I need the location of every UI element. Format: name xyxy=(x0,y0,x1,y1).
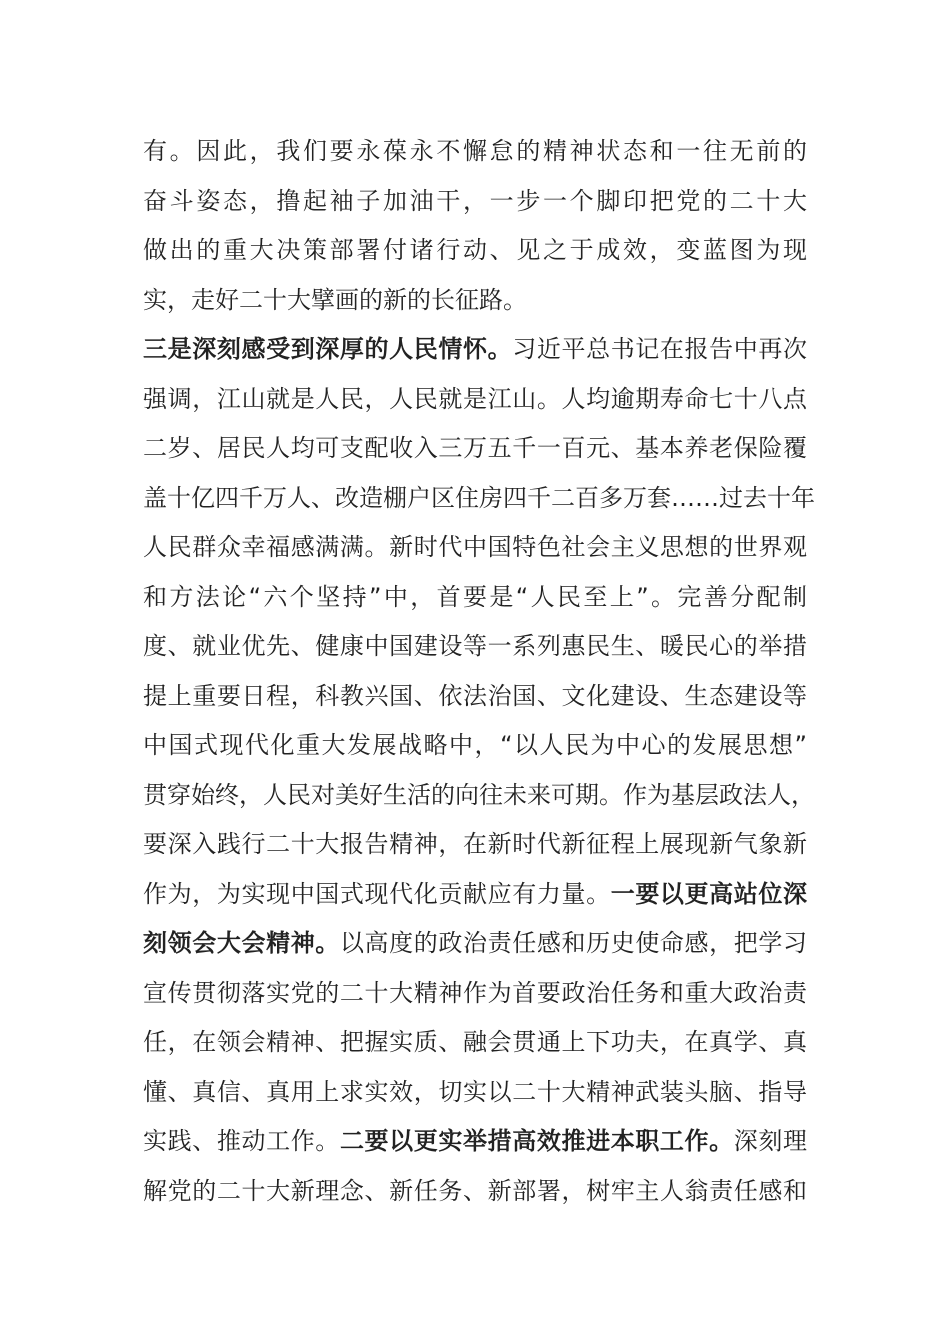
text-run: 实践、推动工作。 xyxy=(143,1127,340,1155)
text-run: 盖十亿四千万人、改造棚户区住房四千二百多万套……过去十年 xyxy=(143,484,815,512)
text-run: 任，在领会精神、把握实质、融会贯通上下功夫，在真学、真 xyxy=(143,1028,807,1056)
text-line xyxy=(143,382,807,416)
text-run: 要深入践行二十大报告精神，在新时代新征程上展现新气象新 xyxy=(143,830,807,858)
text-run: 解党的二十大新理念、新任务、新部署，树牢主人翁责任感和 xyxy=(143,1177,807,1205)
text-run: 以高度的政治责任感和历史使命感，把学习 xyxy=(339,929,808,957)
bold-heading: 三是深刻感受到深厚的人民情怀。 xyxy=(143,335,513,363)
text-line xyxy=(143,1174,807,1208)
text-line xyxy=(143,728,807,762)
text-line xyxy=(143,580,807,614)
text-run: 和方法论“六个坚持”中，首要是“人民至上”。完善分配制 xyxy=(143,583,807,611)
text-run: 作为，为实现中国式现代化贡献应有力量。 xyxy=(143,880,611,908)
text-line xyxy=(143,1075,807,1109)
text-line xyxy=(143,827,807,861)
text-line xyxy=(143,926,807,960)
text-line xyxy=(143,679,807,713)
text-run: 实，走好二十大擘画的新的长征路。 xyxy=(143,286,527,314)
text-run: 强调，江山就是人民，人民就是江山。人均逾期寿命七十八点 xyxy=(143,385,807,413)
text-line xyxy=(143,481,815,515)
text-run: 懂、真信、真用上求实效，切实以二十大精神武装头脑、指导 xyxy=(143,1078,807,1106)
text-run: 奋斗姿态，撸起袖子加油干，一步一个脚印把党的二十大 xyxy=(143,187,807,215)
text-line xyxy=(143,1124,807,1158)
text-run: 人民群众幸福感满满。新时代中国特色社会主义思想的世界观 xyxy=(143,533,807,561)
text-line xyxy=(143,431,807,465)
text-line xyxy=(143,283,527,317)
text-run: 提上重要日程，科教兴国、依法治国、文化建设、生态建设等 xyxy=(143,682,807,710)
bold-heading: 刻领会大会精神。 xyxy=(143,929,340,957)
text-run: 中国式现代化重大发展战略中，“以人民为中心的发展思想” xyxy=(143,731,807,759)
text-run: 习近平总书记在报告中再次 xyxy=(512,335,808,363)
text-line xyxy=(143,976,807,1010)
text-line xyxy=(143,184,807,218)
text-run: 做出的重大决策部署付诸行动、见之于成效，变蓝图为现 xyxy=(143,236,807,264)
text-line xyxy=(143,877,807,911)
text-line xyxy=(143,629,807,663)
text-run: 度、就业优先、健康中国建设等一系列惠民生、暖民心的举措 xyxy=(143,632,807,660)
text-run: 贯穿始终，人民对美好生活的向往未来可期。作为基层政法人， xyxy=(143,781,815,809)
text-line xyxy=(143,134,807,168)
text-run: 二岁、居民人均可支配收入三万五千一百元、基本养老保险覆 xyxy=(143,434,807,462)
text-run: 宣传贯彻落实党的二十大精神作为首要政治任务和重大政治责 xyxy=(143,979,807,1007)
bold-heading: 一要以更高站位深 xyxy=(610,880,808,908)
text-line xyxy=(143,233,807,267)
text-run: 有。因此，我们要永葆永不懈怠的精神状态和一往无前的 xyxy=(143,137,807,165)
bold-heading: 二要以更实举措高效推进本职工作。 xyxy=(339,1127,734,1155)
text-run: 深刻理 xyxy=(733,1127,808,1155)
text-line xyxy=(143,332,807,366)
text-line xyxy=(143,1025,807,1059)
text-line xyxy=(143,778,815,812)
text-line xyxy=(143,530,807,564)
